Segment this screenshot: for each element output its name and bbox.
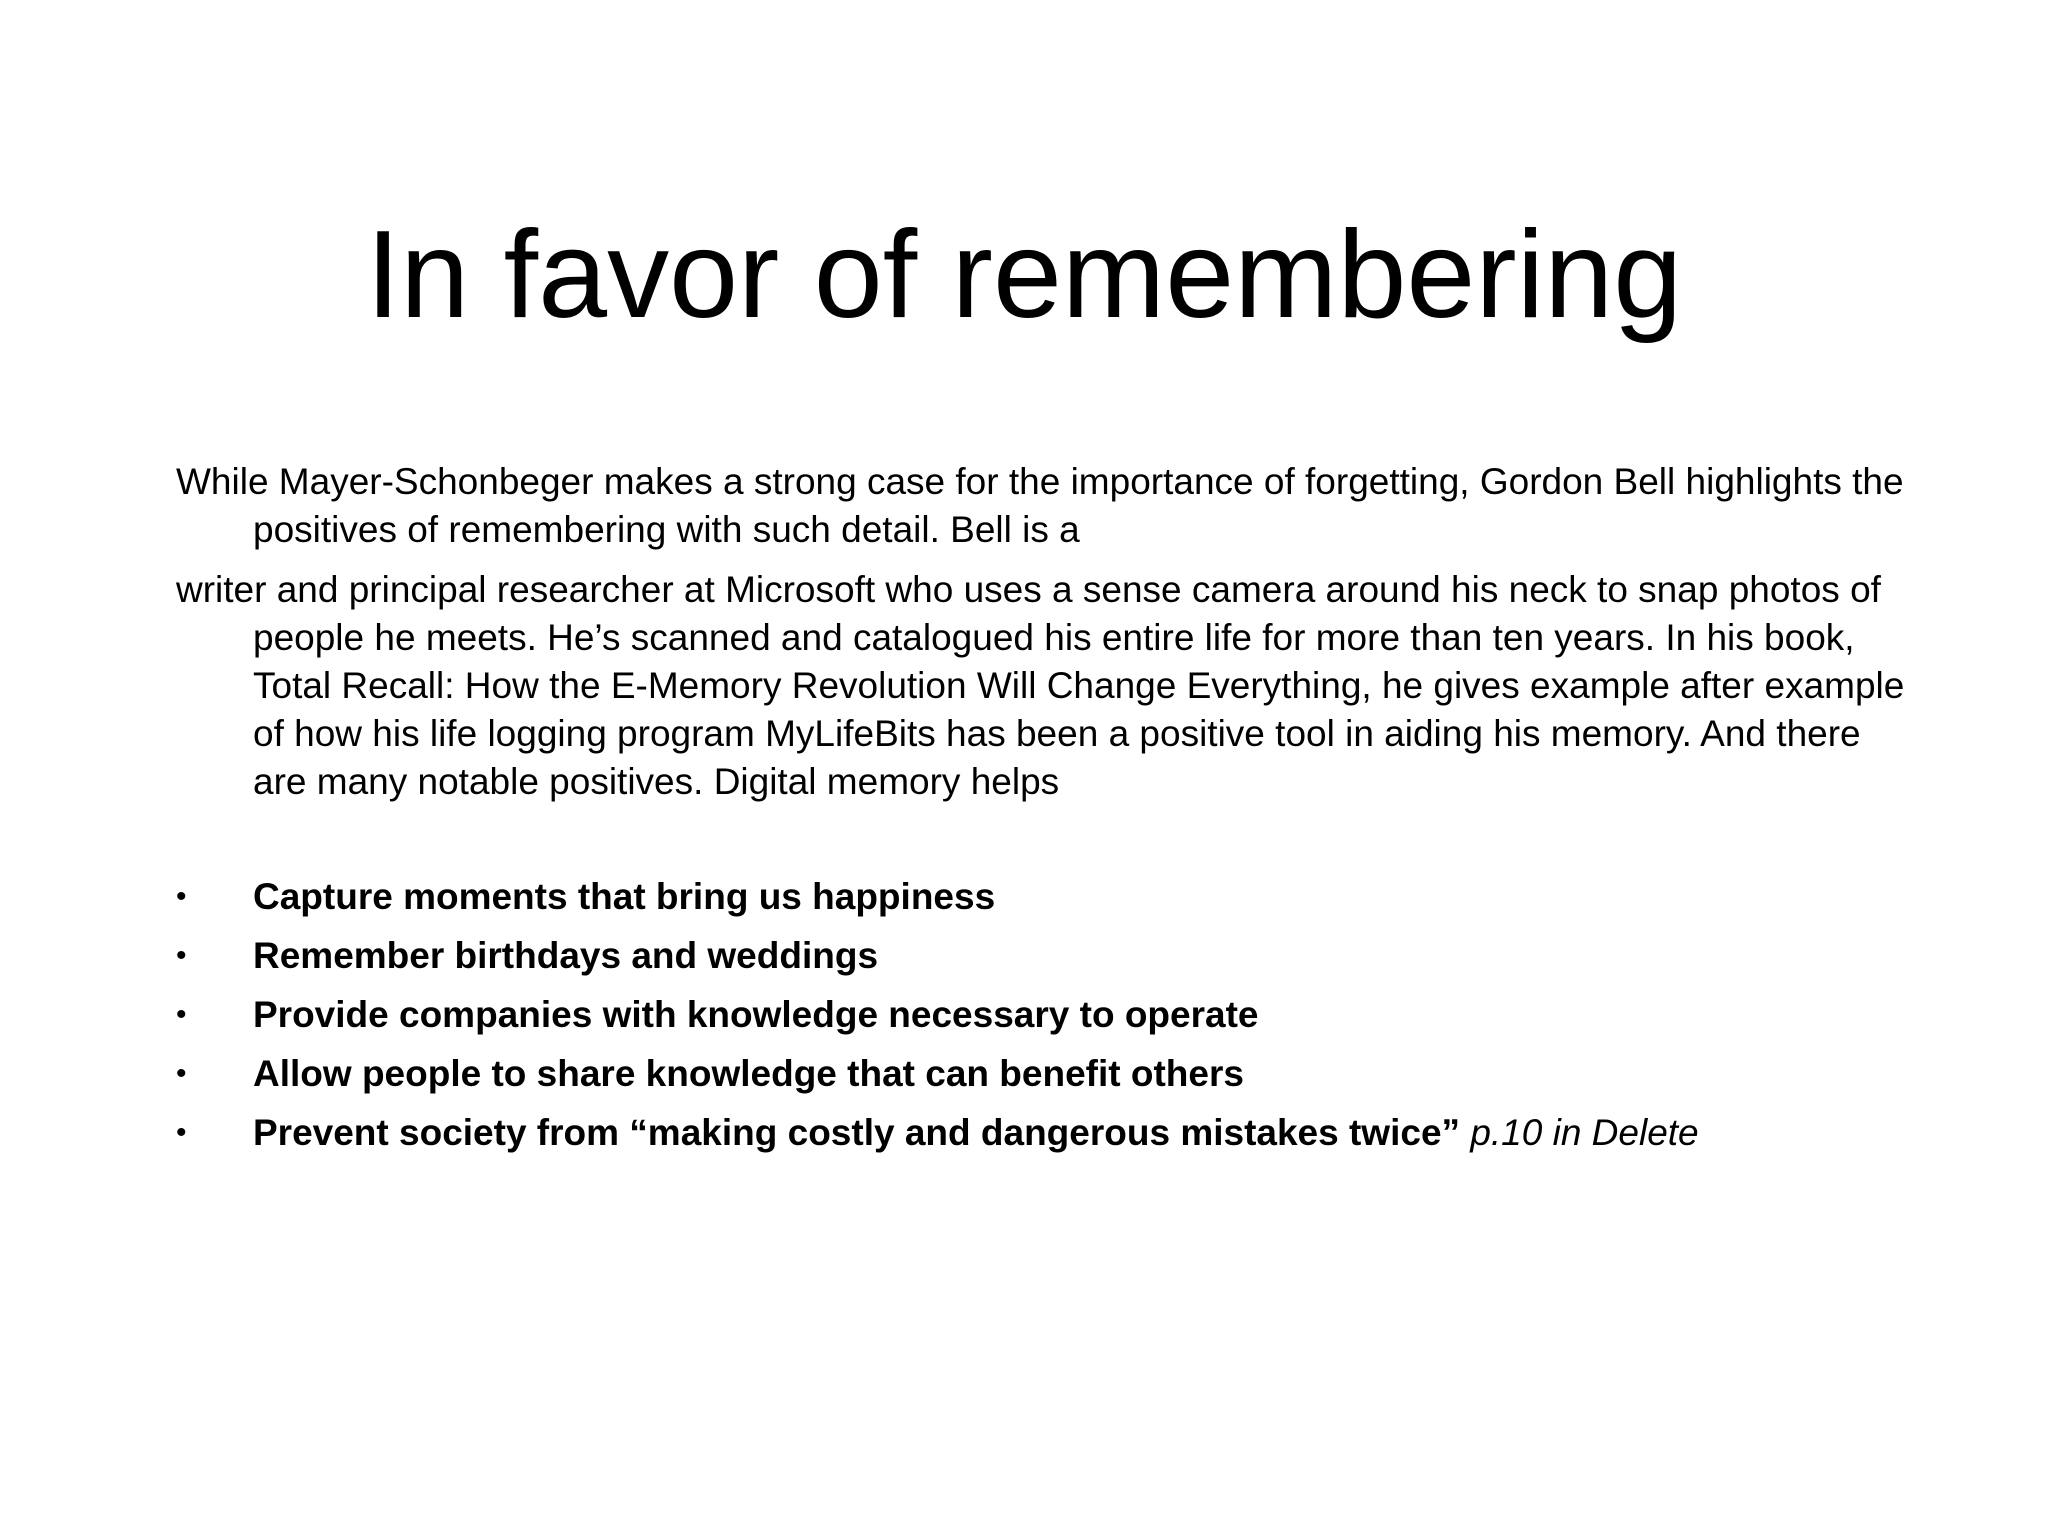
bullet-icon: • xyxy=(176,939,187,972)
bullet-icon: • xyxy=(176,1116,187,1149)
slide-title: In favor of remembering xyxy=(365,206,1683,344)
bullet-icon: • xyxy=(176,880,187,913)
body-paragraph: While Mayer-Schonbeger makes a strong case for the importance of forgetting, Gordon Bell highlights the positives of remembering with such detail. Bell is a xyxy=(176,461,1904,550)
bullet-item xyxy=(176,1050,1916,1098)
bullet-text: Remember birthdays and weddings xyxy=(253,935,879,976)
bullet-icon: • xyxy=(176,998,187,1031)
bullet-item xyxy=(176,991,1916,1039)
citation: p.10 in Delete xyxy=(1470,1112,1699,1153)
body-paragraph: writer and principal researcher at Microsoft who uses a sense camera around his neck to snap photos of people he meets. He’s scanned and catalogued his entire life for more than ten years. In his book, Total Recall: How the E-Memory Revolution Will Change Everything, he gives example after example of how his life logging program MyLifeBits has been a positive tool in aiding his memory. And there are many notable positives. Digital memory helps xyxy=(176,569,1905,802)
bullet-list xyxy=(176,873,1916,1168)
bullet-text: Allow people to share knowledge that can benefit others xyxy=(253,1053,1244,1094)
bullet-item xyxy=(176,1109,1916,1157)
bullet-text: Prevent society from “making costly and dangerous mistakes twice” xyxy=(253,1112,1461,1153)
slide-body xyxy=(176,458,1916,818)
bullet-item xyxy=(176,932,1916,980)
bullet-item xyxy=(176,873,1916,921)
bullet-icon: • xyxy=(176,1057,187,1090)
bullet-text: Capture moments that bring us happiness xyxy=(253,876,996,917)
bullet-text: Provide companies with knowledge necessary to operate xyxy=(253,994,1259,1035)
